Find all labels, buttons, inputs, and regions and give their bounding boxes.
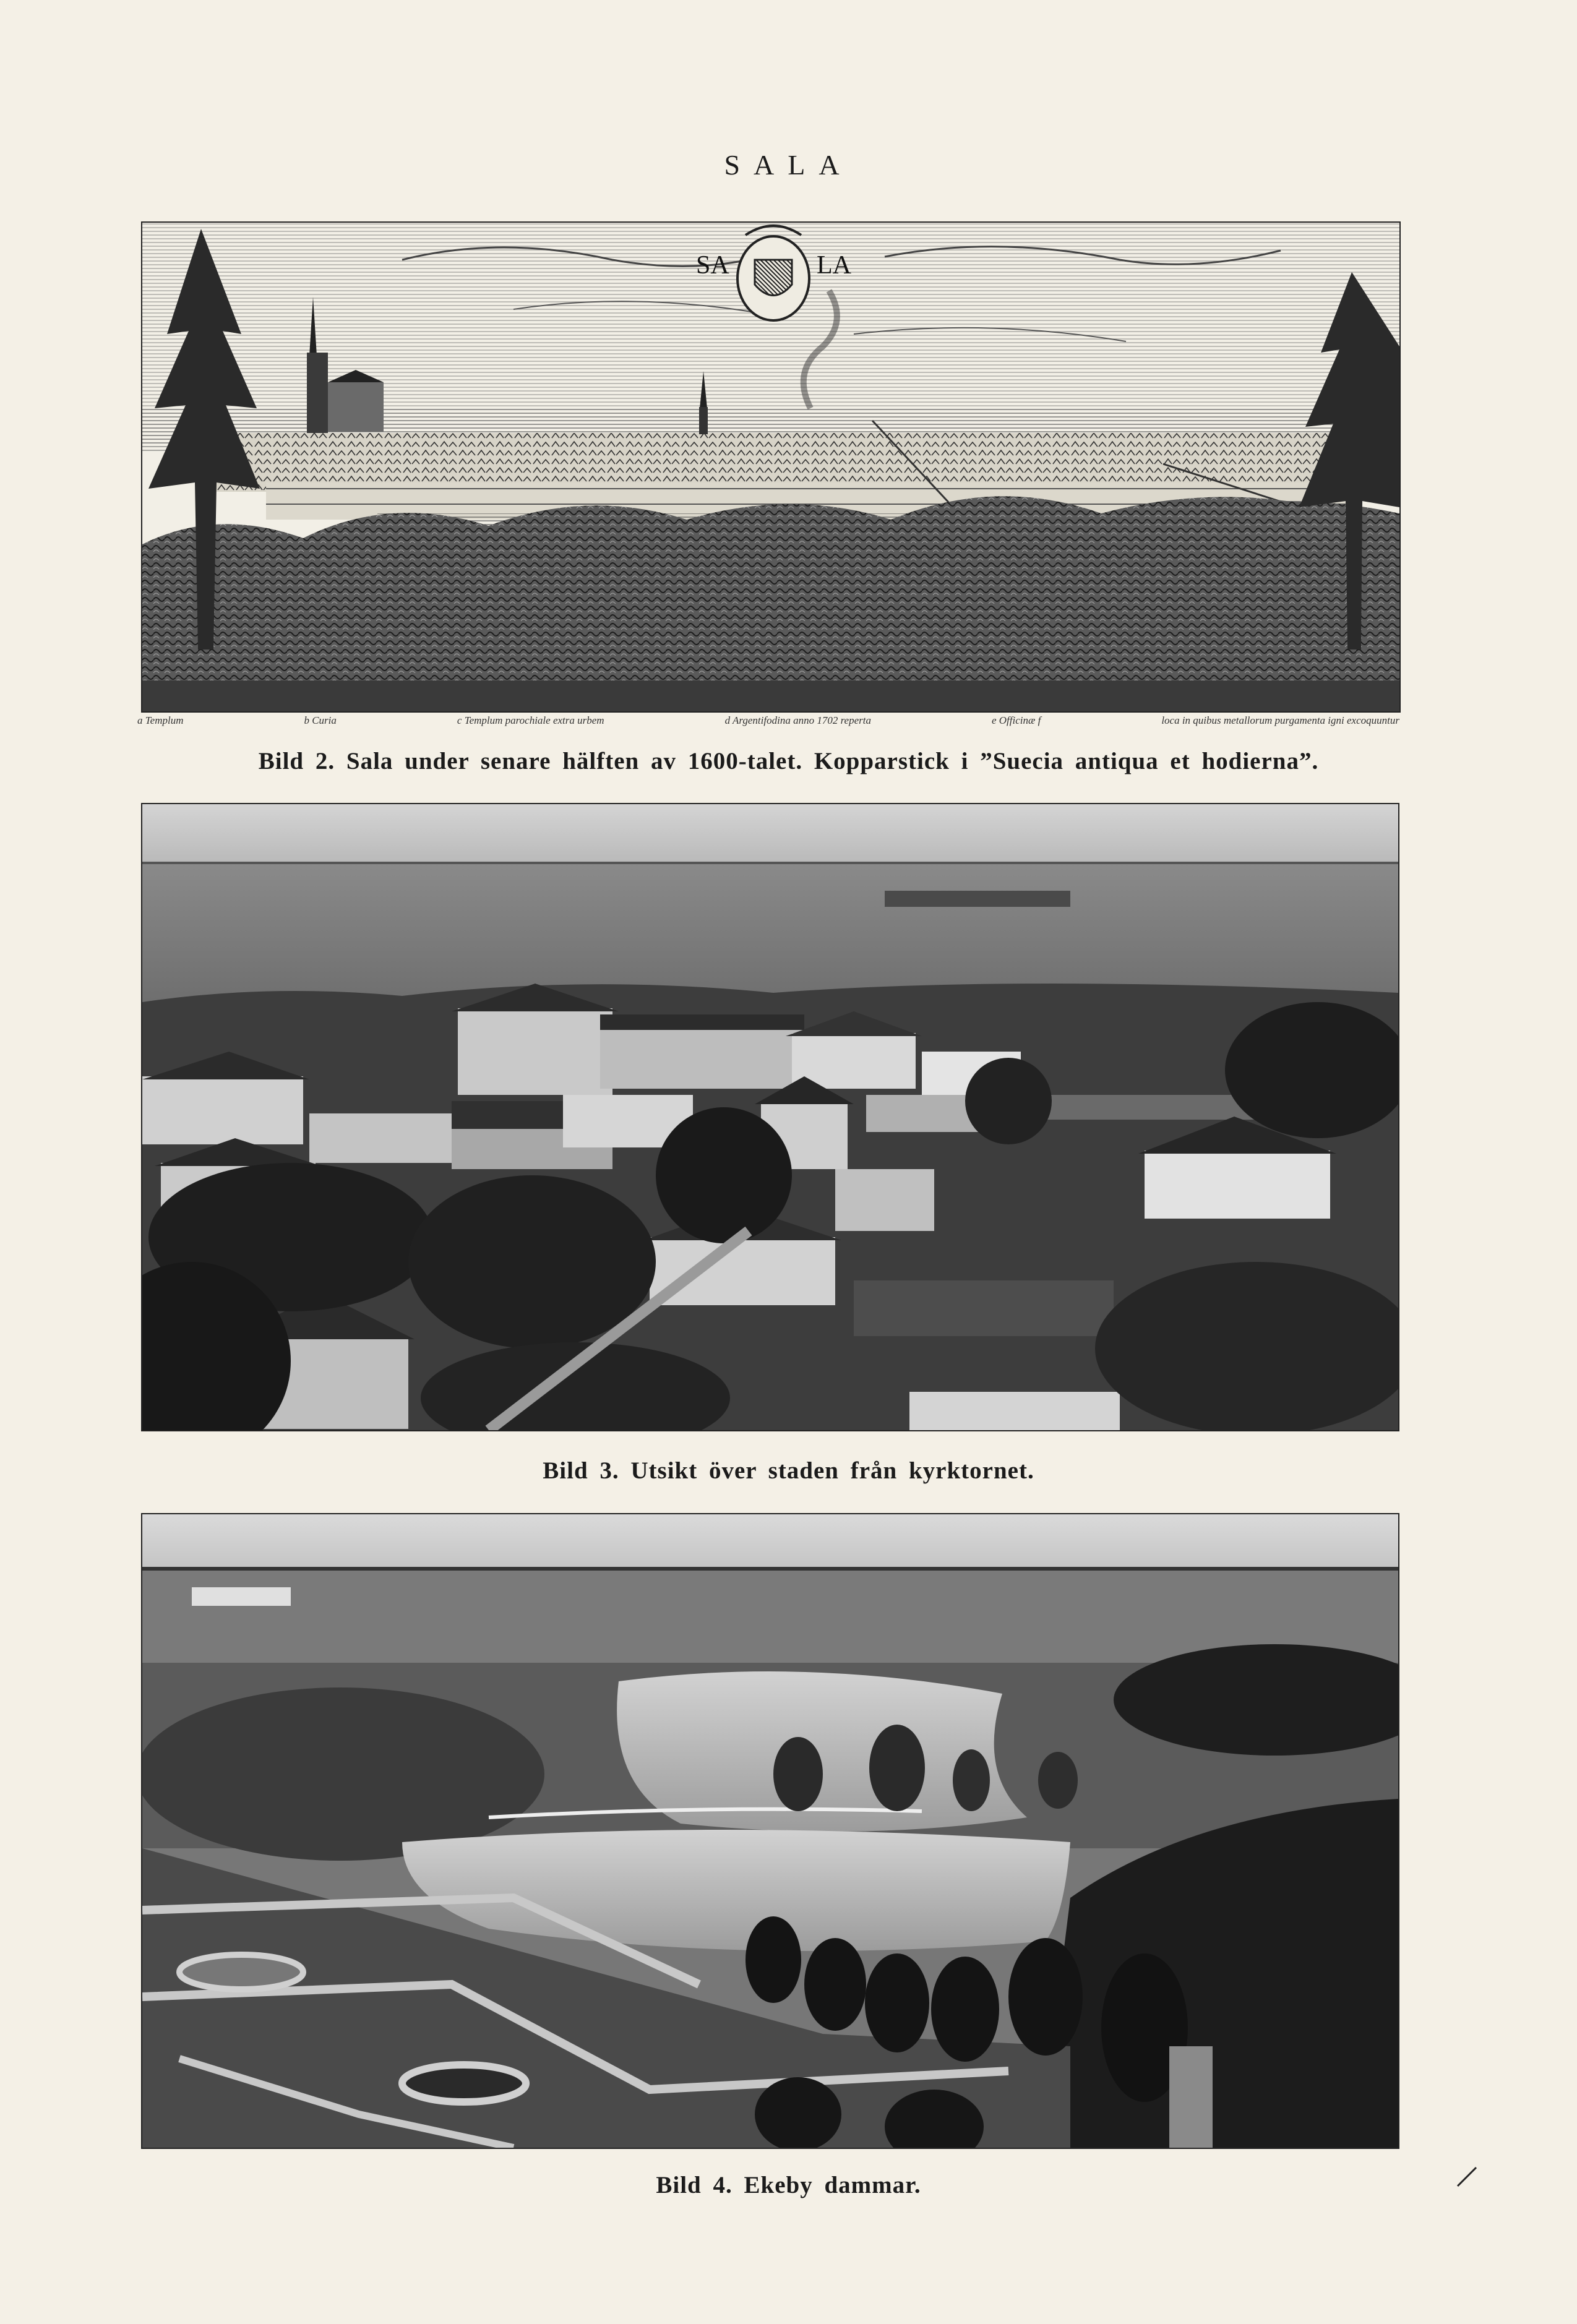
- page-title: SALA: [724, 149, 853, 181]
- caption-bild-3: Bild 3. Utsikt över staden från kyrktornet.: [543, 1457, 1034, 1484]
- legend-item: e Officinæ f: [991, 714, 1041, 726]
- caption-bild-4: Bild 4. Ekeby dammar.: [656, 2172, 921, 2198]
- photo-town-view: [141, 803, 1399, 1431]
- engraving-legend: [137, 714, 1399, 727]
- cartouche-right-text: LA: [817, 251, 851, 280]
- caption-bild-2: Bild 2. Sala under senare hälften av 1600-talet. Kopparstick i ”Suecia antiqua et hodierna”.: [258, 748, 1319, 774]
- photo-ekeby-ponds: [141, 1513, 1399, 2149]
- engraving-sala-1600s: [141, 221, 1401, 713]
- legend-item: c Templum parochiale extra urbem: [457, 714, 604, 726]
- cartouche-left-text: SA: [696, 251, 729, 280]
- pen-mark: [1455, 2165, 1479, 2189]
- legend-item: d Argentifodina anno 1702 reperta: [724, 714, 871, 726]
- legend-item: loca in quibus metallorum purgamenta igni excoquuntur: [1161, 714, 1399, 726]
- legend-item: a Templum: [137, 714, 184, 726]
- legend-item: b Curia: [304, 714, 337, 726]
